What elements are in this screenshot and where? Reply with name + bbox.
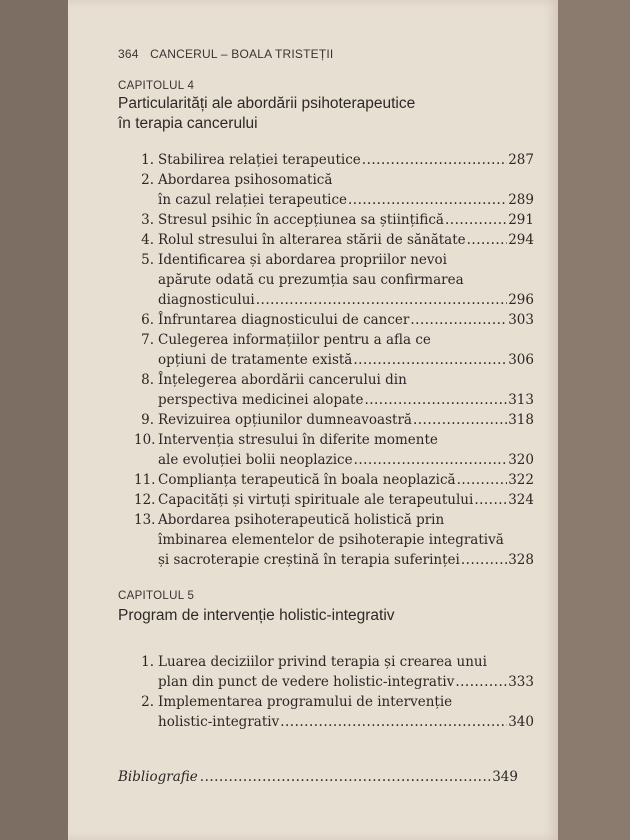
toc-entry[interactable] xyxy=(134,170,534,210)
toc-entry-title: și sacroterapie creștină în terapia suferinței xyxy=(158,552,460,568)
leader-dots xyxy=(445,210,507,230)
running-head xyxy=(118,47,333,61)
toc-entry-line: Intervenția stresului în diferite momente xyxy=(158,432,438,448)
leader-dots xyxy=(354,450,508,470)
toc-entry-page: 287 xyxy=(508,152,534,168)
toc-entry[interactable] xyxy=(134,310,534,330)
toc-entry-page: 320 xyxy=(508,452,534,468)
toc-entry-last-line xyxy=(158,410,534,430)
book-title: CANCERUL – BOALA TRISTEȚII xyxy=(150,47,334,61)
leader-dots xyxy=(364,390,507,410)
toc-entry-number: 12. xyxy=(134,492,156,508)
toc-entry-number: 1. xyxy=(141,654,154,670)
toc-entry-last-line xyxy=(158,350,534,370)
toc-entry-line: apărute odată cu prezumția sau confirmarea xyxy=(158,272,464,288)
toc-entry-page: 313 xyxy=(508,392,534,408)
toc-entry-last-line xyxy=(158,390,534,410)
toc-entry-title: Stabilirea relației terapeutice xyxy=(158,152,361,168)
toc-entry-page: 296 xyxy=(508,292,534,308)
toc-entry-line: Culegerea informațiilor pentru a afla ce xyxy=(158,332,431,348)
toc-entry[interactable] xyxy=(134,490,534,510)
toc-entry-last-line xyxy=(158,490,534,510)
toc-entry[interactable] xyxy=(134,510,534,570)
toc-entry-title: Stresul psihic în accepțiunea sa științifică xyxy=(158,212,444,228)
chapter-4-title-line: în terapia cancerului xyxy=(118,115,258,132)
toc-entry-last-line xyxy=(158,470,534,490)
toc-entry-last-line xyxy=(158,550,534,570)
leader-dots xyxy=(455,672,507,692)
leader-dots xyxy=(467,230,508,250)
toc-entry[interactable] xyxy=(134,330,534,370)
toc-entry-title: Revizuirea opțiunilor dumneavoastră xyxy=(158,412,412,428)
toc-entry-body xyxy=(158,410,534,430)
leader-dots xyxy=(280,712,507,732)
toc-entry-title: Rolul stresului în alterarea stării de sănătate xyxy=(158,232,466,248)
toc-entry-number: 1. xyxy=(141,152,154,168)
toc-entry-line: Luarea deciziilor privind terapia și crearea unui xyxy=(158,654,487,670)
chapter-4-toc xyxy=(134,150,534,570)
background-edge xyxy=(558,0,630,840)
toc-entry-page: 303 xyxy=(508,312,534,328)
toc-entry-body xyxy=(158,250,534,310)
leader-dots xyxy=(362,150,507,170)
toc-entry-body xyxy=(158,652,534,692)
toc-entry-number: 5. xyxy=(141,252,154,268)
toc-entry-number: 3. xyxy=(141,212,154,228)
toc-entry-body xyxy=(158,692,534,732)
toc-entry-page: 328 xyxy=(508,552,534,568)
toc-entry-number: 8. xyxy=(141,372,154,388)
toc-entry-body xyxy=(158,210,534,230)
toc-entry-page: 333 xyxy=(508,674,534,690)
toc-entry-title: Înfruntarea diagnosticului de cancer xyxy=(158,312,410,328)
leader-dots xyxy=(457,470,508,490)
toc-entry-body xyxy=(158,370,534,410)
chapter-4-title xyxy=(118,94,538,134)
toc-entry-number: 11. xyxy=(134,472,156,488)
toc-entry[interactable] xyxy=(134,692,534,732)
toc-entry-title: Complianța terapeutică în boala neoplazică xyxy=(158,472,456,488)
toc-entry-page: 318 xyxy=(508,412,534,428)
leader-dots xyxy=(200,769,490,785)
toc-entry-title: opțiuni de tratamente există xyxy=(158,352,353,368)
toc-entry-body xyxy=(158,150,534,170)
bibliography-page: 349 xyxy=(492,769,518,785)
toc-entry-line: Înțelegerea abordării cancerului din xyxy=(158,372,407,388)
toc-entry-body xyxy=(158,230,534,250)
toc-entry[interactable] xyxy=(134,370,534,410)
toc-entry-body xyxy=(158,310,534,330)
toc-entry-last-line xyxy=(158,672,534,692)
toc-entry-number: 6. xyxy=(141,312,154,328)
toc-entry-line: Abordarea psihosomatică xyxy=(158,172,333,188)
toc-entry-number: 2. xyxy=(141,172,154,188)
toc-entry-last-line xyxy=(158,190,534,210)
toc-entry-number: 9. xyxy=(141,412,154,428)
toc-entry-last-line xyxy=(158,450,534,470)
leader-dots xyxy=(410,310,507,330)
leader-dots xyxy=(348,190,507,210)
toc-entry-page: 289 xyxy=(508,192,534,208)
chapter-4-title-line: Particularități ale abordării psihoterapeutice xyxy=(118,95,416,112)
toc-entry[interactable] xyxy=(134,652,534,692)
toc-entry-page: 294 xyxy=(508,232,534,248)
toc-entry-page: 322 xyxy=(508,472,534,488)
toc-entry-title: Capacități și virtuți spirituale ale terapeutului xyxy=(158,492,474,508)
toc-entry-number: 13. xyxy=(134,512,156,528)
toc-entry[interactable] xyxy=(134,230,534,250)
leader-dots xyxy=(353,350,507,370)
chapter-5-toc xyxy=(134,652,534,732)
toc-entry-body xyxy=(158,330,534,370)
toc-entry[interactable] xyxy=(134,430,534,470)
leader-dots xyxy=(461,550,507,570)
toc-entry-body xyxy=(158,510,534,570)
toc-entry-body xyxy=(158,170,534,210)
toc-entry-last-line xyxy=(158,210,534,230)
toc-entry-title: ale evoluției bolii neoplazice xyxy=(158,452,353,468)
chapter-5-title xyxy=(118,606,538,626)
toc-entry[interactable] xyxy=(134,210,534,230)
toc-entry-title: plan din punct de vedere holistic-integrativ xyxy=(158,674,455,690)
toc-entry-page: 324 xyxy=(508,492,534,508)
bibliography-label: Bibliografie xyxy=(118,769,198,785)
toc-entry-title: holistic-integrativ xyxy=(158,714,280,730)
toc-entry[interactable] xyxy=(134,250,534,310)
toc-entry-title: perspectiva medicinei alopate xyxy=(158,392,364,408)
toc-entry[interactable] xyxy=(134,410,534,430)
toc-entry-number: 7. xyxy=(141,332,154,348)
toc-entry-line: Implementarea programului de intervenție xyxy=(158,694,453,710)
toc-entry-line: Identificarea și abordarea propriilor nevoi xyxy=(158,252,447,268)
toc-entry[interactable] xyxy=(134,150,534,170)
toc-entry-body xyxy=(158,490,534,510)
toc-entry-title: în cazul relației terapeutice xyxy=(158,192,348,208)
chapter-4-label: CAPITOLUL 4 xyxy=(118,80,195,92)
toc-entry-number: 4. xyxy=(141,232,154,248)
toc-entry-last-line xyxy=(158,712,534,732)
toc-entry-page: 306 xyxy=(508,352,534,368)
toc-entry-page: 340 xyxy=(508,714,534,730)
toc-entry-number: 10. xyxy=(134,432,156,448)
toc-entry-body xyxy=(158,430,534,470)
toc-entry-last-line xyxy=(158,310,534,330)
toc-entry-last-line xyxy=(158,150,534,170)
leader-dots xyxy=(474,490,507,510)
leader-dots xyxy=(256,290,507,310)
chapter-5-title-line: Program de intervenție holistic-integrativ xyxy=(118,607,395,624)
toc-entry-number: 2. xyxy=(141,694,154,710)
bibliography-entry[interactable] xyxy=(118,769,518,785)
toc-entry-last-line xyxy=(158,290,534,310)
toc-entry[interactable] xyxy=(134,470,534,490)
toc-entry-page: 291 xyxy=(508,212,534,228)
toc-entry-line: Abordarea psihoterapeutică holistică prin xyxy=(158,512,445,528)
toc-entry-body xyxy=(158,470,534,490)
chapter-5-label: CAPITOLUL 5 xyxy=(118,590,195,602)
toc-entry-last-line xyxy=(158,230,534,250)
toc-entry-title: diagnosticului xyxy=(158,292,255,308)
page-number: 364 xyxy=(118,47,139,61)
toc-entry-line: îmbinarea elementelor de psihoterapie integrativă xyxy=(158,532,504,548)
leader-dots xyxy=(413,410,507,430)
